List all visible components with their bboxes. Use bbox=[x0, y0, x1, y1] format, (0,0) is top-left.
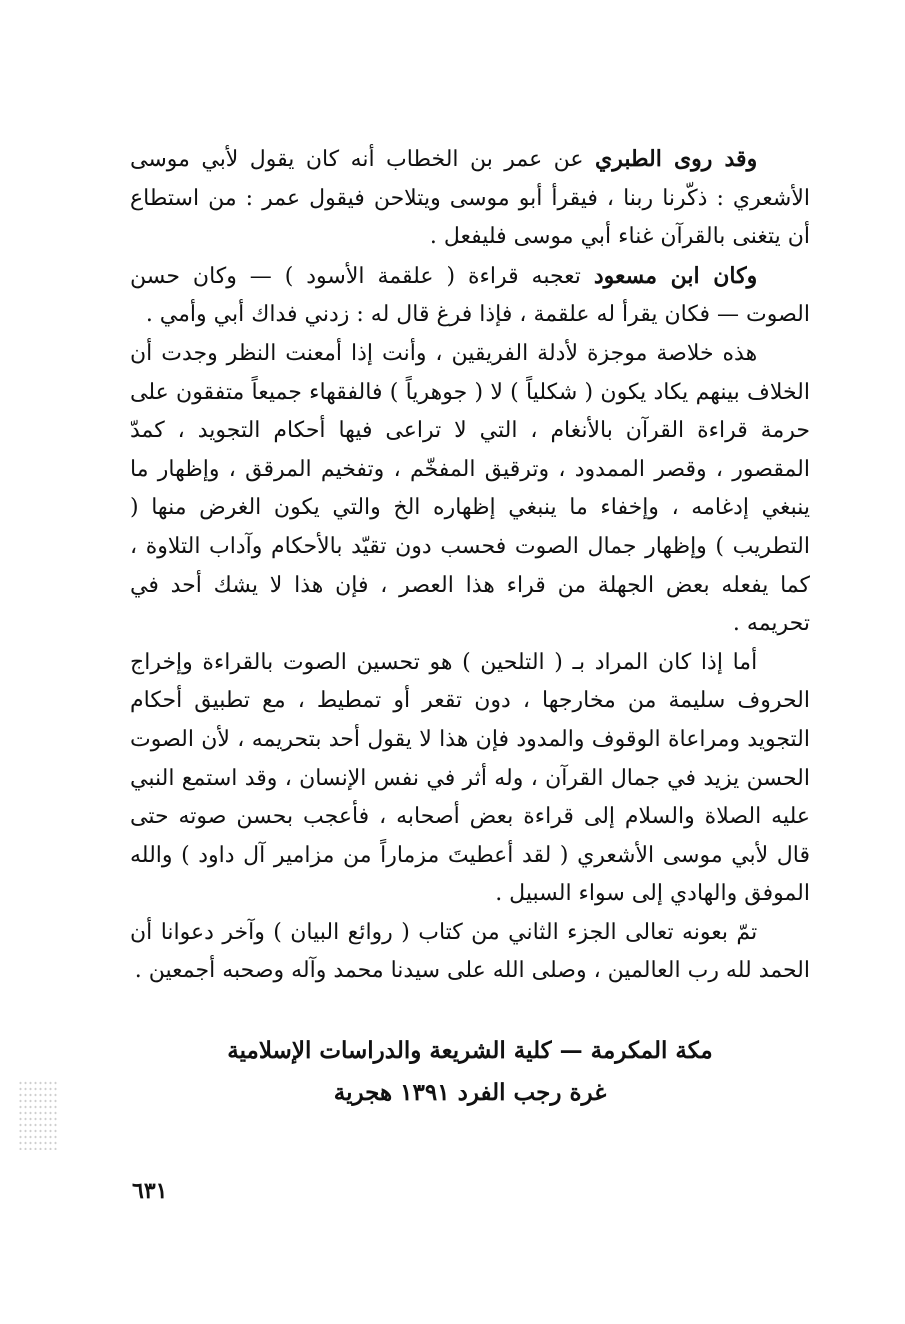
page-number: ٦٣١ bbox=[132, 1178, 168, 1204]
paragraph-tabari bbox=[130, 140, 810, 257]
paragraph-text: تعجبه قراءة ( علقمة الأسود ) — وكان حسن الصوت — فكان يقرأ له علقمة ، فإذا فرغ قال له : زدني فداك أبي وأمي . bbox=[130, 263, 810, 328]
paragraph-summary bbox=[130, 335, 810, 644]
paragraph-lead: وقد روى الطبري bbox=[594, 146, 758, 172]
paragraph-talhin bbox=[130, 644, 810, 914]
paragraph-text: تمّ بعونه تعالى الجزء الثاني من كتاب ( روائع البيان ) وآخر دعوانا أن الحمد لله رب العالمين ، وصلى الله على سيدنا محمد وآله وصحبه أجمعين . bbox=[130, 919, 810, 984]
body-text bbox=[130, 140, 810, 991]
paragraph-ibn-masud bbox=[130, 257, 810, 335]
paragraph-text: أما إذا كان المراد بـ ( التلحين ) هو تحسين الصوت بالقراءة وإخراج الحروف سليمة من مخارجها ، دون تقعر أو تمطيط ، مع تطبيق أحكام التجويد ومراعاة الوقوف والمدود فإن هذا لا يقول أحد بتحريمه ، لأن الصوت الحسن يزيد في جمال القرآن ، وله أثر في نفس الإنسان ، وقد استمع النبي عليه الصلاة والسلام إلى قراءة بعض أصحابه ، فأعجب بحسن صوته حتى قال لأبي موسى الأشعري ( لقد أعطيتَ مزماراً من مزامير آل داود ) والله الموفق والهادي إلى سواء السبيل . bbox=[130, 649, 810, 907]
signature-date: غرة رجب الفرد ١٣٩١ هجرية bbox=[333, 1079, 607, 1106]
signature-block bbox=[130, 1030, 810, 1114]
paragraph-lead: وكان ابن مسعود bbox=[593, 262, 758, 289]
scan-speckles bbox=[18, 1080, 58, 1150]
paragraph-conclusion bbox=[130, 914, 810, 991]
paragraph-text: هذه خلاصة موجزة لأدلة الفريقين ، وأنت إذا أمعنت النظر وجدت أن الخلاف بينهم يكاد يكون ( شكلياً ) لا ( جوهرياً ) فالفقهاء جميعاً متفقون على حرمة قراءة القرآن بالأنغام ، التي لا تراعى فيها أحكام التجويد ، كمدّ المقصور ، وقصر الممدود ، وترقيق المفخّم ، وتفخيم المرقق ، وإظهار ما ينبغي إدغامه ، وإخفاء ما ينبغي إظهاره الخ والتي يكون الغرض منها ( التطريب ) وإظهار جمال الصوت فحسب دون تقيّد بالأحكام وآداب التلاوة ، كما يفعله بعض الجهلة من قراء هذا العصر ، فإن هذا لا يشك أحد في تحريمه . bbox=[130, 340, 811, 637]
signature-place: مكة المكرمة — كلية الشريعة والدراسات الإسلامية bbox=[227, 1037, 713, 1064]
paragraph-text: عن عمر بن الخطاب أنه كان يقول لأبي موسى الأشعري : ذكّرنا ربنا ، فيقرأ أبو موسى ويتلاحن فيقول عمر : من استطاع أن يتغنى بالقرآن غناء أبي موسى فليفعل . bbox=[130, 147, 810, 250]
